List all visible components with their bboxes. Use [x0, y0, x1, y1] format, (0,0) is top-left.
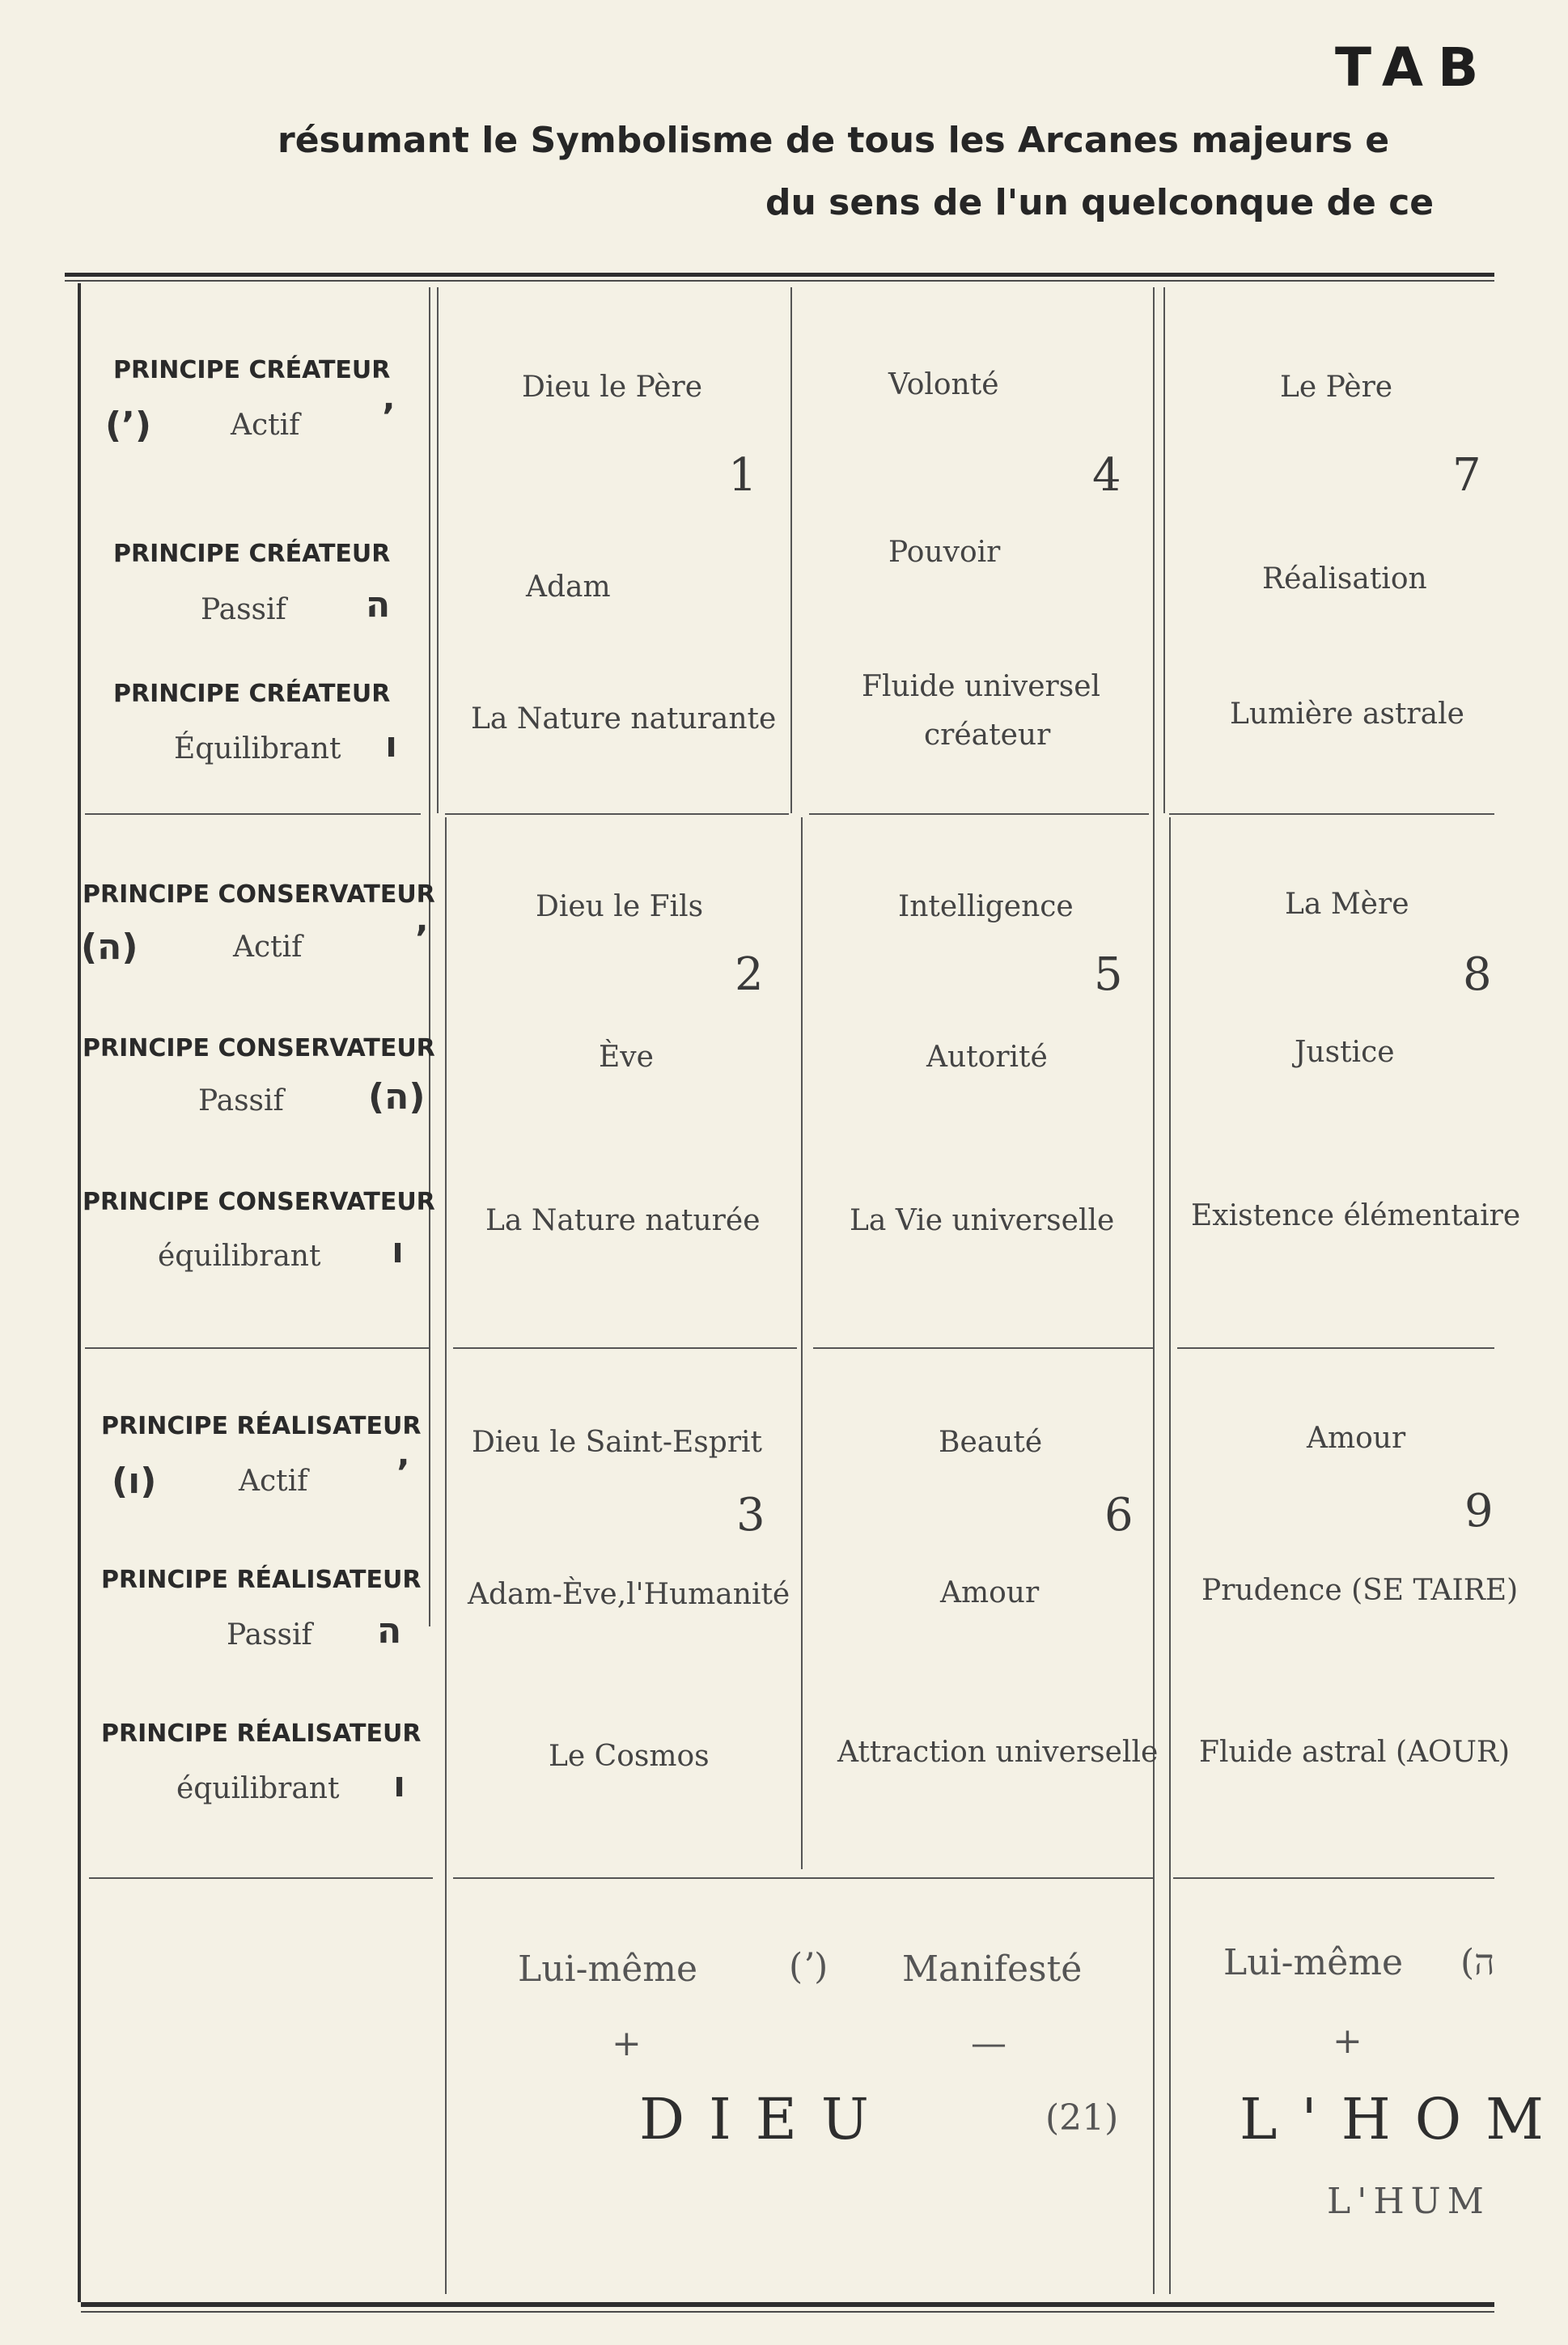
- principle-label: PRINCIPE RÉALISATEUR: [101, 1720, 422, 1748]
- arcanum-number: 4: [1092, 449, 1121, 502]
- hebrew-letter: ה: [377, 1610, 402, 1652]
- principle-mode: équilibrant: [158, 1240, 321, 1273]
- principle-mode: Passif: [201, 593, 286, 626]
- principle-mode: Actif: [233, 931, 303, 964]
- principle-sign: (ʼ): [105, 405, 151, 446]
- bottom-rule-thin: [81, 2311, 1494, 2313]
- arcanum-number: 6: [1104, 1489, 1134, 1541]
- arcanum-balance: La Nature naturée: [485, 1204, 761, 1237]
- row-sep-1a: [85, 813, 421, 815]
- row-sep-2c: [813, 1347, 1153, 1349]
- divider-3b: [1163, 287, 1165, 813]
- row-sep-1d: [1169, 813, 1494, 815]
- principle-sign: (ה): [81, 927, 138, 968]
- arcanum-number: 3: [736, 1489, 765, 1541]
- row-sep-3a: [89, 1877, 433, 1879]
- divider-1b: [437, 287, 439, 813]
- divider-1c: [445, 817, 447, 2294]
- summary-number: (21): [1045, 2097, 1119, 2139]
- principle-label: PRINCIPE RÉALISATEUR: [101, 1412, 422, 1440]
- principle-label: PRINCIPE CONSERVATEUR: [83, 1188, 435, 1216]
- arcanum-passive: Pouvoir: [888, 536, 1001, 569]
- arcanum-active: Amour: [1307, 1422, 1406, 1455]
- arcanum-passive: Amour: [940, 1576, 1040, 1609]
- arcanum-passive: Autorité: [926, 1041, 1048, 1074]
- arcanum-passive: Justice: [1295, 1036, 1395, 1069]
- arcanum-balance: Attraction universelle: [837, 1736, 1159, 1769]
- row-sep-3c: [1173, 1877, 1494, 1879]
- arcanum-balance-2: créateur: [924, 719, 1051, 752]
- hebrew-letter: (ה): [368, 1076, 426, 1117]
- summary-word-homme: L'HOM: [1240, 2086, 1568, 2152]
- top-rule: [65, 273, 1494, 277]
- principle-label: PRINCIPE CRÉATEUR: [113, 680, 391, 708]
- arcanum-active: Volonté: [888, 368, 999, 401]
- summary-plus: +: [612, 2023, 642, 2064]
- row-sep-2b: [453, 1347, 797, 1349]
- hebrew-letter: ʼ: [396, 1452, 410, 1494]
- arcanum-passive: Réalisation: [1262, 562, 1427, 596]
- principle-mode: équilibrant: [176, 1772, 340, 1805]
- top-rule-thin: [65, 280, 1494, 282]
- hebrew-letter: ו: [393, 1764, 406, 1805]
- arcanum-active: Dieu le Père: [522, 371, 702, 404]
- arcanum-number: 9: [1464, 1485, 1494, 1537]
- arcanum-active: Beauté: [939, 1426, 1043, 1459]
- subtitle-line-1: résumant le Symbolisme de tous les Arcanes majeurs e: [278, 120, 1390, 161]
- row-sep-3b: [453, 1877, 1153, 1879]
- hebrew-letter: ה: [366, 584, 391, 625]
- summary-sign: (ʼ): [789, 1946, 828, 1987]
- arcanum-balance: Existence élémentaire: [1191, 1199, 1521, 1232]
- summary-word-dieu: DIEU: [639, 2086, 893, 2152]
- arcanum-active: Dieu le Fils: [536, 890, 704, 923]
- principle-sign: (ו): [112, 1461, 157, 1502]
- arcanum-active: Dieu le Saint-Esprit: [472, 1426, 763, 1459]
- arcanum-active: La Mère: [1285, 888, 1409, 921]
- divider-1: [429, 287, 430, 1626]
- arcanum-balance: La Nature naturante: [471, 702, 777, 736]
- hebrew-letter: ʼ: [382, 396, 396, 438]
- principle-mode: Actif: [231, 409, 300, 442]
- principle-label: PRINCIPE CONSERVATEUR: [83, 880, 435, 909]
- arcanum-balance: Le Cosmos: [549, 1740, 710, 1773]
- summary-lui-meme: Lui-même: [1223, 1942, 1404, 1983]
- arcanum-number: 7: [1452, 449, 1481, 502]
- principle-mode: Équilibrant: [174, 732, 341, 765]
- hebrew-letter: ו: [392, 1230, 405, 1271]
- arcanum-balance: Fluide universel: [862, 670, 1101, 703]
- principle-mode: Actif: [239, 1465, 308, 1498]
- arcanum-active: Intelligence: [898, 890, 1074, 923]
- arcanum-number: 8: [1463, 948, 1492, 1001]
- principle-label: PRINCIPE CRÉATEUR: [113, 356, 391, 384]
- arcanum-passive: Adam-Ève,l'Humanité: [468, 1578, 790, 1611]
- border-left: [78, 283, 81, 2302]
- divider-2: [790, 287, 792, 813]
- arcanum-balance: Lumière astrale: [1230, 698, 1464, 731]
- subtitle-line-2: du sens de l'un quelconque de ce: [765, 182, 1435, 223]
- arcanum-number: 2: [735, 948, 764, 1001]
- summary-manifeste: Manifesté: [902, 1949, 1083, 1990]
- principle-mode: Passif: [227, 1618, 312, 1652]
- divider-3c: [1169, 817, 1171, 2294]
- arcanum-passive: Adam: [526, 570, 611, 604]
- row-sep-1b: [445, 813, 789, 815]
- summary-word-humanite: L'HUM: [1327, 2181, 1490, 2222]
- arcanum-number: 5: [1094, 948, 1123, 1001]
- row-sep-1c: [809, 813, 1149, 815]
- summary-plus: +: [1333, 2021, 1362, 2062]
- principle-label: PRINCIPE CONSERVATEUR: [83, 1034, 435, 1062]
- summary-minus: —: [971, 2023, 1006, 2064]
- arcanum-number: 1: [728, 449, 757, 502]
- row-sep-2d: [1177, 1347, 1494, 1349]
- arcanum-active: Le Père: [1280, 371, 1393, 404]
- arcanum-balance: La Vie universelle: [850, 1204, 1115, 1237]
- bottom-rule: [81, 2302, 1494, 2307]
- table-title: TAB: [1335, 36, 1494, 99]
- summary-sign: (ה: [1460, 1942, 1495, 1983]
- principle-label: PRINCIPE CRÉATEUR: [113, 540, 391, 568]
- summary-lui-meme: Lui-même: [518, 1949, 698, 1990]
- arcanum-passive: Ève: [599, 1041, 654, 1074]
- arcanum-passive: Prudence (SE TAIRE): [1201, 1574, 1519, 1607]
- divider-2b: [801, 817, 803, 1869]
- hebrew-letter: ו: [385, 724, 398, 765]
- principle-label: PRINCIPE RÉALISATEUR: [101, 1566, 422, 1594]
- divider-3: [1153, 287, 1155, 2294]
- hebrew-letter: ʼ: [415, 918, 429, 960]
- principle-mode: Passif: [198, 1084, 284, 1117]
- arcanum-balance: Fluide astral (AOUR): [1199, 1736, 1511, 1769]
- row-sep-2a: [85, 1347, 429, 1349]
